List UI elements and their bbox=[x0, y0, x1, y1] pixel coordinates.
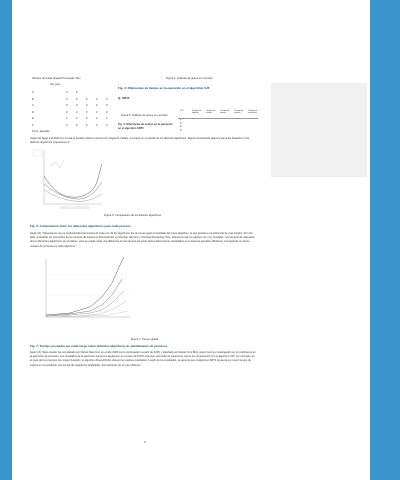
table1-cell: 0 bbox=[76, 117, 78, 120]
table1-cell: 0 bbox=[86, 104, 88, 107]
paragraph-1: Según [1] Sagir and Rahul en el cual el estudio indica el número de cargas de trabajo, a lo largo en el estudio de los distintos algoritmos. Figura comparando algunos ejemplos basados en los distintos algoritmos propuestos [1]. bbox=[30, 137, 250, 145]
table2-rule bbox=[178, 118, 258, 119]
table1-cell: 0 bbox=[106, 117, 108, 120]
table1-cell: 0 bbox=[106, 104, 108, 107]
table1-cell: F bbox=[32, 123, 34, 127]
paragraph-2: Según [1] "Observamos que la productividad (promedio) de cada uno de los algoritmos fue al menos igual al resultado del mejor algoritmo, lo que prueba en la eficiencia de este estudio. Por otro lado, al analizar los promedios de los tiempos de espera en Round Robin vs Shortest Job First y Shortest Remaining Time, obtuvimos que los valores son muy similares. Los tiempos de respuesta de los diferentes algoritmos son similares, pero se puede notar una diferencia en los tiempos de inicio. Estos datos fueron recopilados en el sistema operativo Windows, comparando el mismo número de procesos en cada algoritmo." bbox=[30, 232, 255, 248]
table2-header: Tiempo de ráfaga bbox=[206, 110, 216, 114]
table1-cell: 0 bbox=[86, 97, 88, 101]
table2-header: Tiempo de llegada bbox=[192, 110, 202, 114]
table1-cell: 0 bbox=[66, 110, 68, 114]
series-line-4 bbox=[46, 301, 126, 317]
table1-cell: 0 bbox=[66, 123, 68, 127]
fig4-caption: Fig. 4: Diferencias de tiempo en la ejecución en el algoritmo SJF bbox=[118, 86, 210, 90]
table1-cell: 0 bbox=[66, 104, 68, 107]
table1-cell: Prom. ajustado bbox=[32, 130, 50, 133]
axis-label-box bbox=[60, 206, 90, 209]
table1-cell: 0 bbox=[76, 104, 78, 107]
series-line-1 bbox=[46, 257, 124, 315]
table1-cell: 0 bbox=[86, 110, 88, 114]
table2-cell: 3 bbox=[180, 125, 182, 128]
table1-cell: 0 bbox=[66, 117, 68, 120]
table1-cell: 0 bbox=[66, 97, 68, 101]
table1-cell: 0 bbox=[106, 110, 108, 114]
table1-cell: E bbox=[32, 117, 34, 120]
table1-cell: D bbox=[32, 110, 34, 114]
table1-cell: 0 bbox=[96, 97, 98, 101]
table1-cell: 0 bbox=[86, 123, 88, 127]
figure2-label: Figura 6: Comparación de los distintos algoritmos bbox=[104, 214, 161, 217]
table1-cell: 0 bbox=[76, 97, 78, 101]
table1-cell: 0 bbox=[96, 104, 98, 107]
comments-sidebar bbox=[268, 0, 370, 480]
table2-header: J.N bbox=[180, 110, 183, 112]
table1-cell: 0 bbox=[106, 97, 108, 101]
figure3-label: Figura 7: Tiempo global bbox=[131, 338, 159, 341]
table1-cell: 0 bbox=[96, 123, 98, 127]
figure-time-chart bbox=[30, 255, 134, 325]
fig6-caption: Fig. 6: Comparación entre los diferentes algoritmos para cada proceso bbox=[30, 224, 131, 228]
srtf-subheading: Q. SRTF bbox=[118, 96, 130, 100]
figure-comparison-chart bbox=[30, 146, 106, 216]
table2-cell: 1 bbox=[180, 118, 182, 121]
fig5-caption: Fig. 5: Diferencias de tiempo en la ejecución en el algoritmo SRTF bbox=[118, 123, 173, 131]
table1-heading: Número de queja Quejas Procesador Tipo bbox=[32, 77, 81, 80]
table2-cell: 4 bbox=[180, 128, 182, 132]
paragraph-3: Según [1] "Este estudio fue completado por Daniel Dela Cruz en el año 2020 como continuación a partir de 2018, y diseñado por Daniel Cruz Brito, quien basó su investigación en el rendimiento en la ejecución de procesos. Los resultados de la ejecución fueron los siguientes: en el caso de FCFS el tiempo promedio de espera fue menor en comparación con el algoritmo SJF, por otro lado, en el caso de los procesos con mayor duración, el algoritmo Round Robin obtuvo los mejores resultados. A partir de los resultados, se aprecia que el algoritmo SRTF presenta un menor tiempo de espera en comparación con los demás algoritmos analizados, demostrando ser el más eficiente." bbox=[30, 351, 256, 367]
table2-header: Tiempo de retorno bbox=[234, 110, 244, 114]
table1-cell: 0 bbox=[76, 123, 78, 127]
table1-cell: 0 bbox=[96, 117, 98, 120]
table1-cell: 0 bbox=[96, 110, 98, 114]
table2-cell: 2 bbox=[180, 121, 182, 125]
table1-cell: B bbox=[32, 97, 34, 101]
table2-header: Tiempo de espera bbox=[220, 110, 230, 114]
table1-cell: C bbox=[32, 104, 34, 107]
table1-cell: 0 bbox=[76, 91, 78, 94]
table1-cell: 0 bbox=[76, 110, 78, 114]
table1-subheading: Alg. prev bbox=[50, 83, 61, 86]
comment-panel[interactable] bbox=[271, 83, 367, 177]
table1-cell: 0 bbox=[86, 117, 88, 120]
figure1-label: Figura 1. Gráficas de queue en memoria bbox=[166, 77, 213, 80]
table2-caption: Figura 5. Gráficas de queue en memoria bbox=[121, 114, 168, 117]
table1-cell: 0 bbox=[106, 123, 108, 127]
table1-cell: 0 bbox=[66, 91, 68, 94]
table2-header: Tiempo de respuesta bbox=[248, 110, 258, 114]
fig7-caption: Fig. 7: Tiempo promedio por cada carga sobre distintos algoritmos de planificación de procesos bbox=[30, 344, 168, 348]
table1-cell: A bbox=[32, 91, 34, 94]
page-number: 9 bbox=[144, 441, 146, 444]
